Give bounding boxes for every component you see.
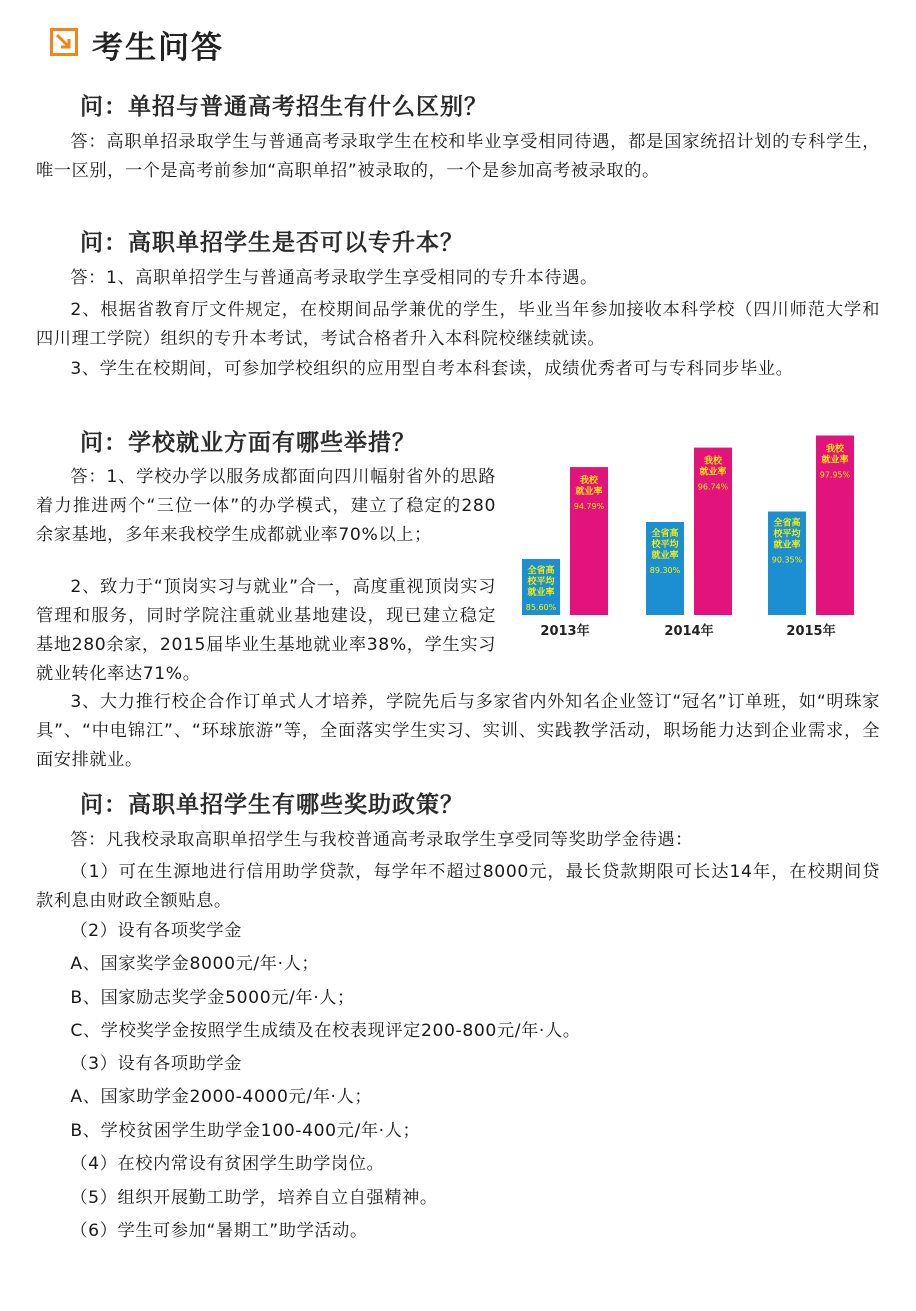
- bar-series-label: 就业率: [773, 540, 801, 551]
- answer-4-para-8: A、国家助学金2000-4000元/年·人；: [70, 1087, 373, 1107]
- bar-value-label: 96.74%: [697, 482, 729, 492]
- bar-series-label: 我校: [703, 456, 723, 467]
- answer-3-para-2: 2、致力于“顶岗实习与就业”合一，高度重视顶岗实习管理和服务，同时学院注重就业基地建设，现已建立稳定基地280余家，2015届毕业生基地就业率38%，学生实习就业转化率达71%。: [36, 577, 496, 684]
- question-2: 问：高职单招学生是否可以专升本？: [80, 230, 464, 256]
- answer-4-para-3: （2）设有各项奖学金: [70, 921, 243, 941]
- answer-1-para-1: 答：高职单招录取学生与普通高考录取学生在校和毕业享受相同待遇，都是国家统招计划的专科学生，唯一区别，一个是高考前参加“高职单招”被录取的，一个是参加高考被录取的。: [36, 132, 880, 181]
- answer-4-para-4: A、国家奖学金8000元/年·人；: [70, 954, 320, 974]
- answer-4-para-2: （1）可在生源地进行信用助学贷款，每学年不超过8000元，最长贷款期限可长达14年，在校期间贷款利息由财政全额贴息。: [36, 862, 880, 911]
- bar-value-label: 85.60%: [525, 603, 557, 612]
- answer-4-para-6: C、学校奖学金按照学生成绩及在校表现评定200-800元/年·人。: [70, 1021, 581, 1041]
- bar-series-label: 校平均: [773, 529, 801, 540]
- bar-series-label: 我校: [825, 444, 845, 455]
- answer-2-para-3: 3、学生在校期间，可参加学校组织的应用型自考本科套读，成绩优秀者可与专科同步毕业。: [70, 359, 794, 379]
- bar-series-label: 就业率: [575, 487, 603, 498]
- answer-4-para-11: （5）组织开展勤工助学，培养自立自强精神。: [70, 1188, 438, 1208]
- answer-4-para-1: 答：凡我校录取高职单招学生与我校普通高考录取学生享受同等奖助学金待遇：: [70, 830, 693, 850]
- question-1: 问：单招与普通高考招生有什么区别？: [80, 94, 488, 120]
- bar-series-label: 就业率: [821, 455, 849, 466]
- category-label: 2014年: [664, 624, 714, 639]
- bar-value-label: 89.30%: [649, 566, 681, 575]
- answer-4-para-9: B、学校贫困学生助学金100-400元/年·人；: [70, 1121, 421, 1141]
- bar-series-label: 全省高: [527, 566, 555, 576]
- answer-4-para-7: （3）设有各项助学金: [70, 1054, 243, 1074]
- answer-4-para-5: B、国家励志奖学金5000元/年·人；: [70, 988, 355, 1008]
- category-label: 2015年: [786, 624, 836, 639]
- question-4: 问：高职单招学生有哪些奖助政策？: [80, 792, 464, 818]
- bar-series-label: 校平均: [527, 577, 555, 587]
- bar-value-label: 90.35%: [771, 555, 803, 565]
- answer-4-para-10: （4）在校内常设有贫困学生助学岗位。: [70, 1154, 385, 1174]
- question-3: 问：学校就业方面有哪些举措？: [80, 430, 416, 456]
- category-label: 2013年: [540, 624, 590, 639]
- bar-series-label: 全省高: [773, 518, 801, 529]
- answer-4-para-12: （6）学生可参加“暑期工”助学活动。: [70, 1221, 368, 1241]
- employment-rate-chart-svg: [515, 410, 885, 645]
- bar-series-label: 就业率: [527, 588, 555, 598]
- bar-series-label: 就业率: [699, 467, 727, 478]
- bar-series-label: 我校: [579, 476, 599, 487]
- bar-series-label: 全省高: [651, 529, 679, 539]
- answer-2-para-2: 2、根据省教育厅文件规定，在校期间品学兼优的学生，毕业当年参加接收本科学校（四川师范大学和四川理工学院）组织的专升本考试，考试合格者升入本科院校继续就读。: [36, 300, 880, 349]
- page-title: 考生问答: [92, 30, 224, 66]
- answer-3-para-1: 答：1、学校办学以服务成都面向四川幅射省外的思路着力推进两个“三位一体”的办学模式，建立了稳定的280余家基地，多年来我校学生成都就业率70%以上；: [36, 467, 496, 545]
- bar-series-label: 校平均: [651, 540, 679, 550]
- arrow-logo-icon: [50, 28, 78, 56]
- answer-2-para-1: 答：1、高职单招学生与普通高考录取学生享受相同的专升本待遇。: [70, 268, 598, 288]
- employment-rate-chart: [515, 410, 885, 645]
- answer-3-para-3: 3、大力推行校企合作订单式人才培养，学院先后与多家省内外知名企业签订“冠名”订单班，如“明珠家具”、“中电锦江”、“环球旅游”等，全面落实学生实习、实训、实践教学活动，职场能力达到企业需求，全面安排就业。: [36, 692, 880, 770]
- bar-value-label: 94.79%: [573, 502, 605, 512]
- bar-series-label: 就业率: [651, 551, 679, 561]
- bar-value-label: 97.95%: [819, 470, 851, 480]
